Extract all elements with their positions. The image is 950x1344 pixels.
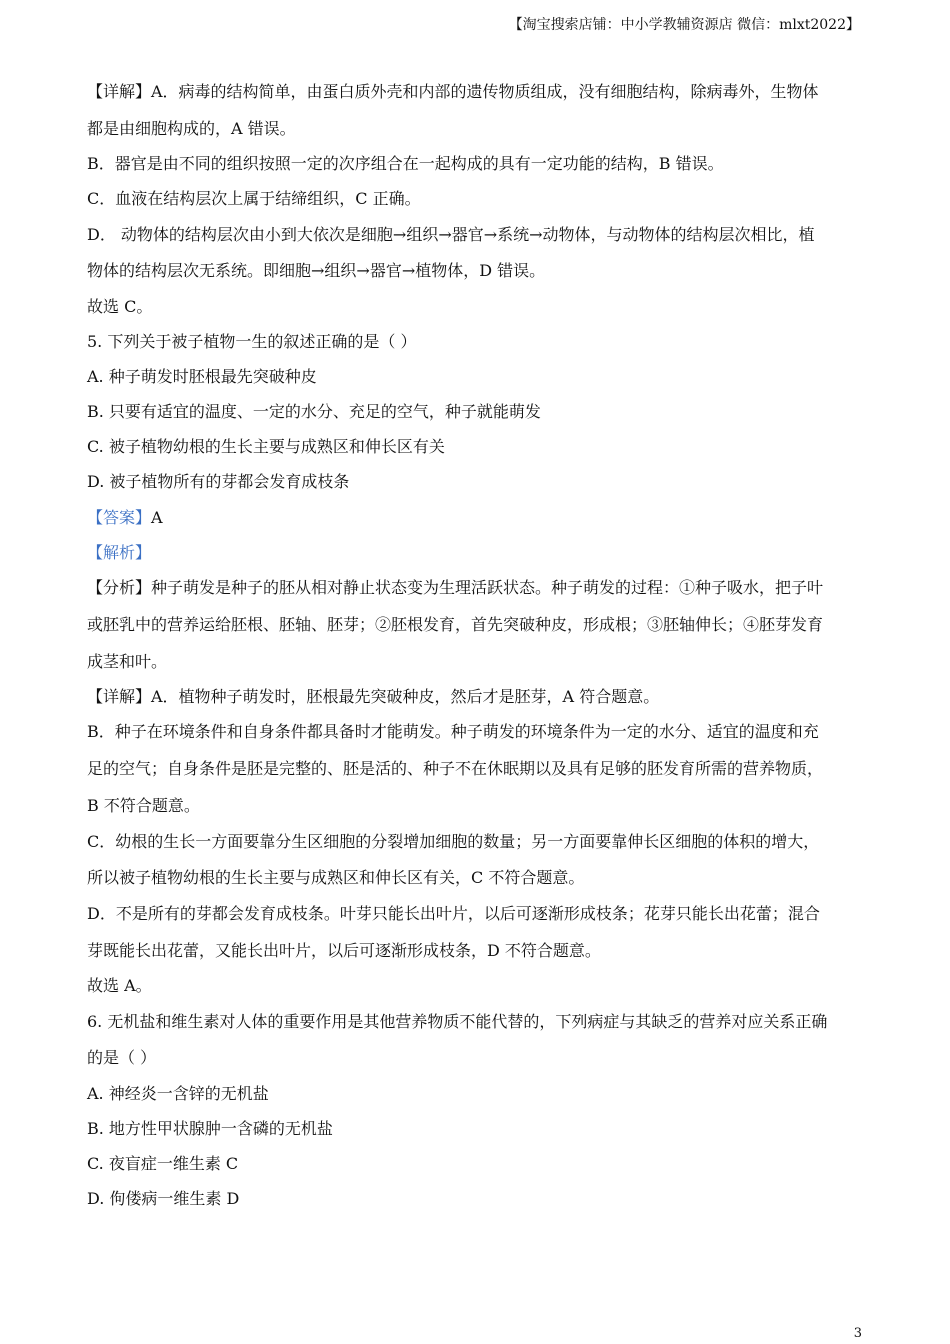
prev-conclusion: 故选 C。 bbox=[87, 297, 153, 316]
q5-detail-line7: D．不是所有的芽都会发育成枝条。叶芽只能长出叶片，以后可逐渐形成枝条；花芽只能长出花蕾；混合 bbox=[87, 904, 820, 923]
q5-detail-line1: 【详解】A．植物种子萌发时，胚根最先突破种皮，然后才是胚芽，A 符合题意。 bbox=[87, 687, 660, 706]
q5-option-a: A. 种子萌发时胚根最先突破种皮 bbox=[87, 367, 317, 386]
q6-option-a: A. 神经炎一含锌的无机盐 bbox=[87, 1084, 269, 1103]
q5-detail-line8: 芽既能长出花蕾，又能长出叶片，以后可逐渐形成枝条，D 不符合题意。 bbox=[87, 941, 601, 960]
prev-detail-c: C．血液在结构层次上属于结缔组织，C 正确。 bbox=[87, 189, 421, 208]
q5-analysis-tag: 【解析】 bbox=[87, 543, 152, 562]
prev-detail-d-line1: D． 动物体的结构层次由小到大依次是细胞→组织→器官→系统→动物体，与动物体的结构层次相比，植 bbox=[87, 225, 815, 244]
q6-stem-line2: 的是（ ） bbox=[87, 1048, 157, 1067]
q6-option-b: B. 地方性甲状腺肿一含磷的无机盐 bbox=[87, 1119, 333, 1138]
q5-conclusion: 故选 A。 bbox=[87, 976, 152, 995]
page-header: 【淘宝搜索店铺：中小学教辅资源店 微信：mlxt2022】 bbox=[508, 17, 860, 33]
answer-value: A bbox=[151, 508, 163, 527]
q5-answer bbox=[87, 508, 163, 528]
q5-option-b: B. 只要有适宜的温度、一定的水分、充足的空气，种子就能萌发 bbox=[87, 402, 541, 421]
prev-detail-b: B．器官是由不同的组织按照一定的次序组合在一起构成的具有一定功能的结构，B 错误。 bbox=[87, 154, 724, 173]
q6-option-c: C. 夜盲症一维生素 C bbox=[87, 1154, 239, 1173]
prev-detail-d-line2: 物体的结构层次无系统。即细胞→组织→器官→植物体，D 错误。 bbox=[87, 261, 546, 280]
prev-detail-a-line1: 【详解】A．病毒的结构简单，由蛋白质外壳和内部的遗传物质组成，没有细胞结构，除病毒外，生物体 bbox=[87, 82, 819, 101]
q6-option-d: D. 佝偻病一维生素 D bbox=[87, 1189, 240, 1208]
q5-detail-line2: B．种子在环境条件和自身条件都具备时才能萌发。种子萌发的环境条件为一定的水分、适宜的温度和充 bbox=[87, 722, 819, 741]
q5-fenxi-line2: 或胚乳中的营养运给胚根、胚轴、胚芽；②胚根发育，首先突破种皮，形成根；③胚轴伸长；④胚芽发育 bbox=[87, 615, 824, 634]
q5-option-d: D. 被子植物所有的芽都会发育成枝条 bbox=[87, 472, 350, 491]
prev-detail-a-line2: 都是由细胞构成的，A 错误。 bbox=[87, 119, 296, 138]
q6-stem-line1: 6. 无机盐和维生素对人体的重要作用是其他营养物质不能代替的，下列病症与其缺乏的营养对应关系正确 bbox=[87, 1012, 828, 1031]
q5-stem: 5. 下列关于被子植物一生的叙述正确的是（ ） bbox=[87, 332, 417, 351]
q5-fenxi-line3: 成茎和叶。 bbox=[87, 652, 168, 671]
q5-detail-line3: 足的空气；自身条件是胚是完整的、胚是活的、种子不在休眠期以及具有足够的胚发育所需的营养物质， bbox=[87, 759, 824, 778]
answer-tag: 【答案】 bbox=[87, 508, 152, 527]
q5-detail-line5: C．幼根的生长一方面要靠分生区细胞的分裂增加细胞的数量；另一方面要靠伸长区细胞的体积的增大， bbox=[87, 832, 820, 851]
q5-option-c: C. 被子植物幼根的生长主要与成熟区和伸长区有关 bbox=[87, 437, 445, 456]
page-number: 3 bbox=[853, 1326, 862, 1341]
q5-fenxi-line1: 【分析】种子萌发是种子的胚从相对静止状态变为生理活跃状态。种子萌发的过程：①种子吸水，把子叶 bbox=[87, 578, 824, 597]
q5-detail-line4: B 不符合题意。 bbox=[87, 796, 200, 815]
q5-detail-line6: 所以被子植物幼根的生长主要与成熟区和伸长区有关，C 不符合题意。 bbox=[87, 868, 585, 887]
